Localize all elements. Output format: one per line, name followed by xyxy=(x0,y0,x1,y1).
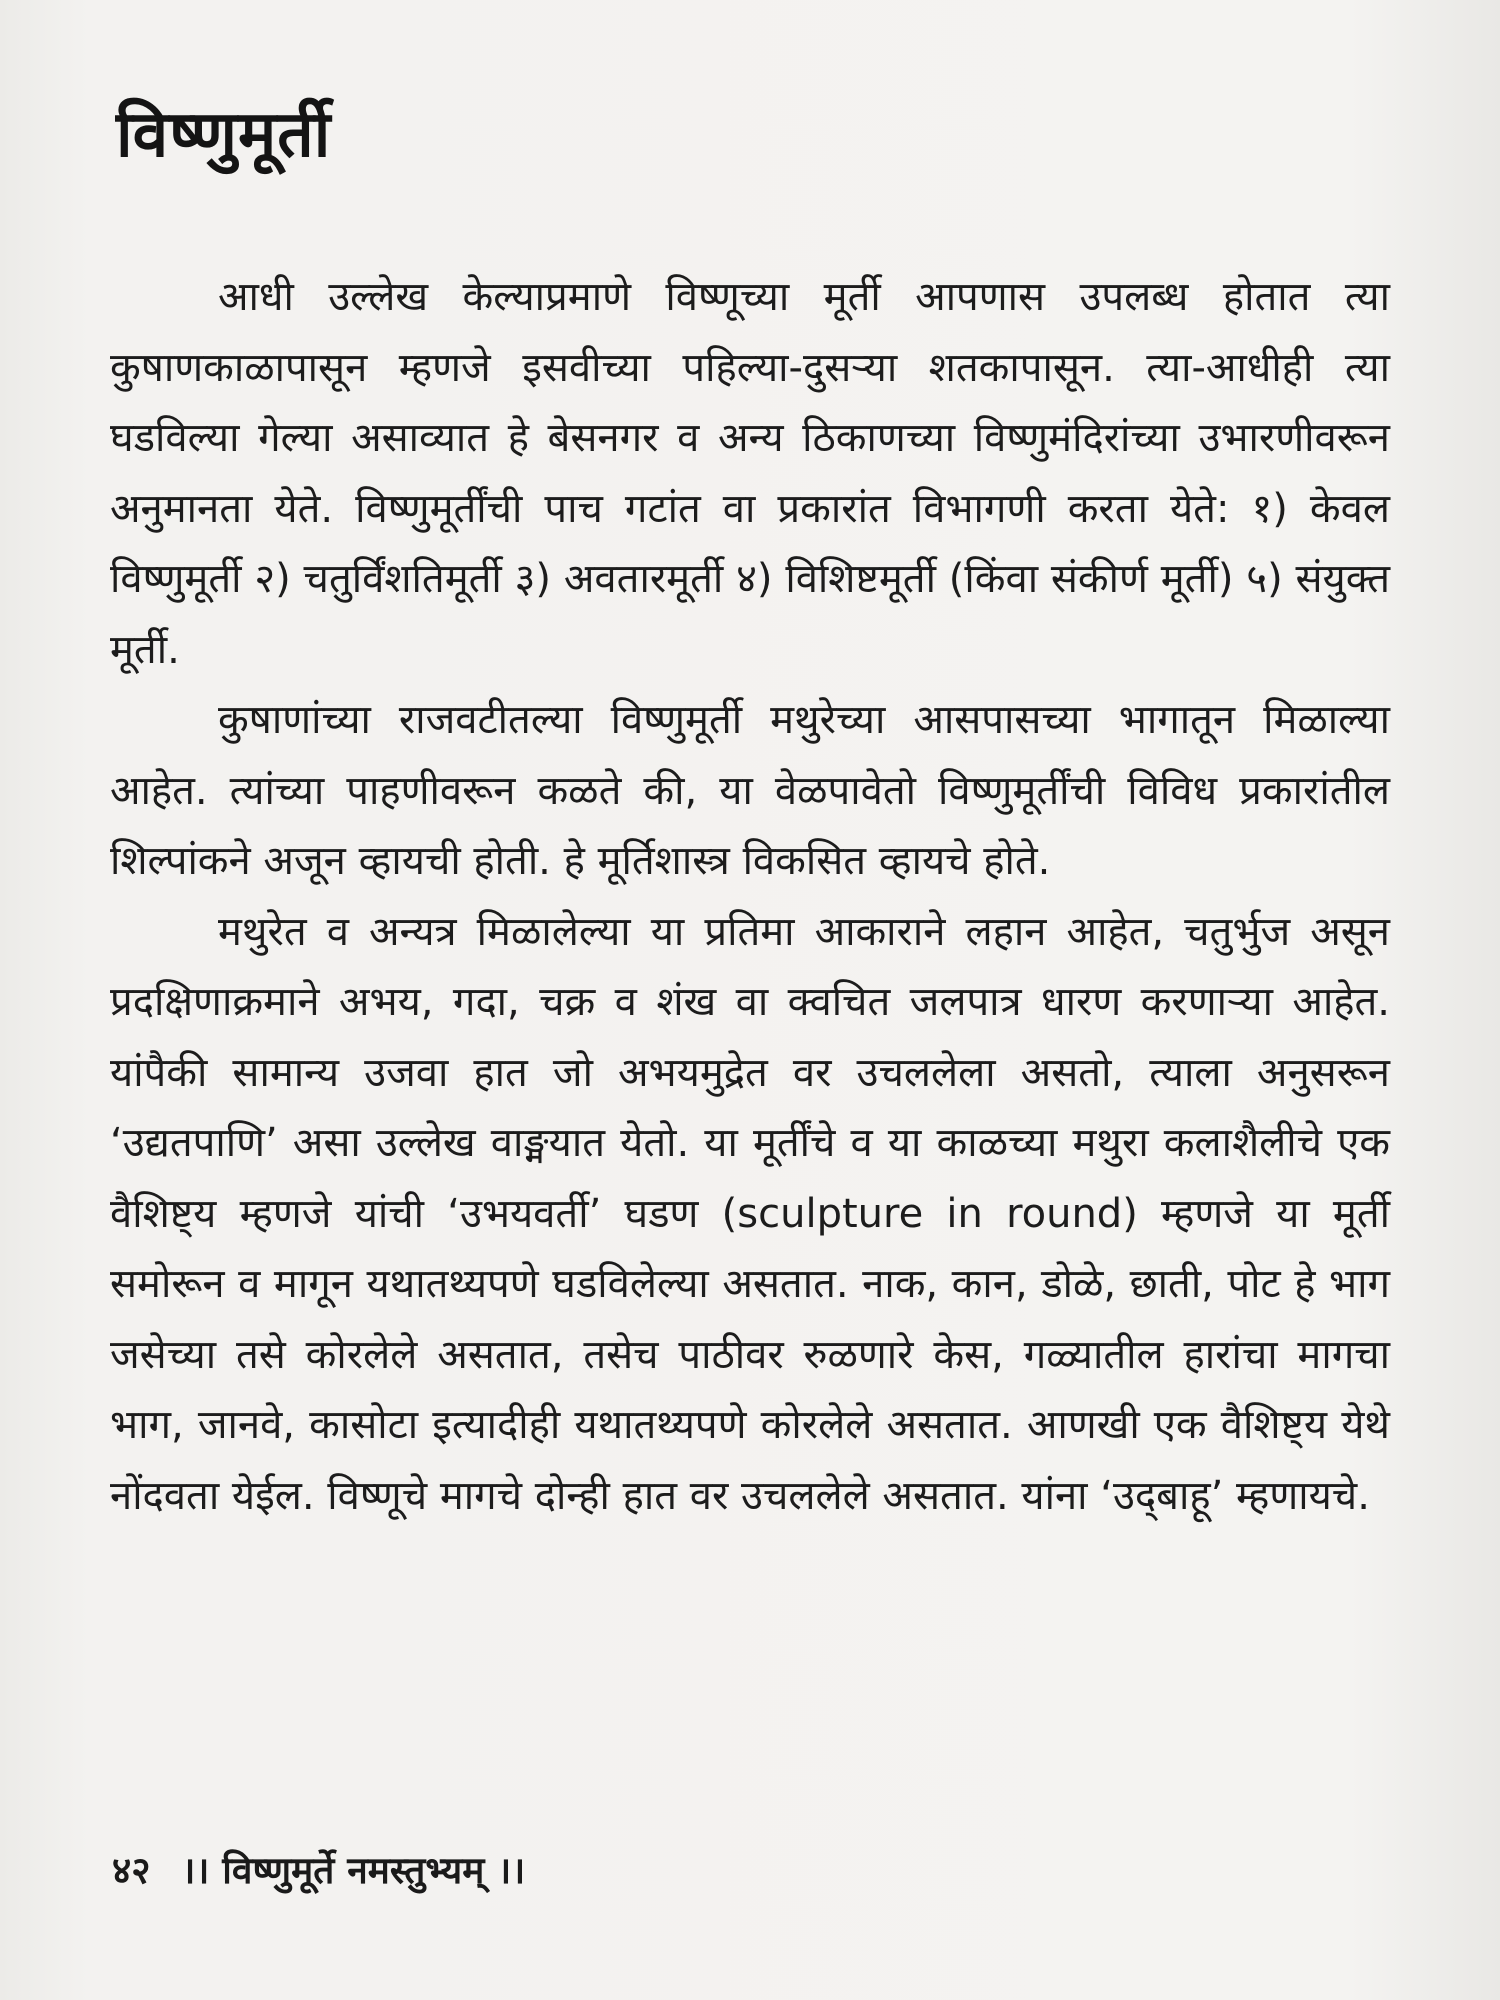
paragraph: कुषाणांच्या राजवटीतल्या विष्णुमूर्ती मथुरेच्या आसपासच्या भागातून मिळाल्या आहेत. त्यांच्या पाहणीवरून कळते की, या वेळपावेतो विष्णुमूर्तींची विविध प्रकारांतील शिल्पांकने अजून व्हायची होती. हे मूर्तिशास्त्र विकसित व्हायचे होते. xyxy=(110,697,1390,884)
running-title: ।। विष्णुमूर्ते नमस्तुभ्यम् ।। xyxy=(181,1849,526,1892)
page-footer xyxy=(112,1843,525,1894)
paragraph: आधी उल्लेख केल्याप्रमाणे विष्णूच्या मूर्ती आपणास उपलब्ध होतात त्या कुषाणकाळापासून म्हणजे इसवीच्या पहिल्या-दुसऱ्या शतकापासून. त्या-आधीही त्या घडविल्या गेल्या असाव्यात हे बेसनगर व अन्य ठिकाणच्या विष्णुमंदिरांच्या उभारणीवरून अनुमानता येते. विष्णुमूर्तींची पाच गटांत वा प्रकारांत विभागणी करता येते: १) केवल विष्णुमूर्ती २) चतुर्विंशतिमूर्ती ३) अवतारमूर्ती ४) विशिष्टमूर्ती (किंवा संकीर्ण मूर्ती) ५) संयुक्त मूर्ती. xyxy=(110,274,1390,673)
chapter-title: विष्णुमूर्ती xyxy=(116,98,332,172)
page-number: ४२ xyxy=(112,1849,151,1892)
paragraph: मथुरेत व अन्यत्र मिळालेल्या या प्रतिमा आकाराने लहान आहेत, चतुर्भुज असून प्रदक्षिणाक्रमाने अभय, गदा, चक्र व शंख वा क्वचित जलपात्र धारण करणाऱ्या आहेत. यांपैकी सामान्य उजवा हात जो अभयमुद्रेत वर उचललेला असतो, त्याला अनुसरून ‘उद्यतपाणि’ असा उल्लेख वाङ्मयात येतो. या मूर्तींचे व या काळच्या मथुरा कलाशैलीचे एक वैशिष्ट्य म्हणजे यांची ‘उभयवर्ती’ घडण (sculpture in round) म्हणजे या मूर्ती समोरून व मागून यथातथ्यपणे घडविलेल्या असतात. नाक, कान, डोळे, छाती, पोट हे भाग जसेच्या तसे कोरलेले असतात, तसेच पाठीवर रुळणारे केस, गळ्यातील हारांचा मागचा भाग, जानवे, कासोटा इत्यादीही यथातथ्यपणे कोरलेले असतात. आणखी एक वैशिष्ट्य येथे नोंदवता येईल. विष्णूचे मागचे दोन्ही हात वर उचललेले असतात. यांना ‘उद्‌बाहू’ म्हणायचे. xyxy=(110,908,1390,1519)
body-text xyxy=(110,262,1390,1531)
